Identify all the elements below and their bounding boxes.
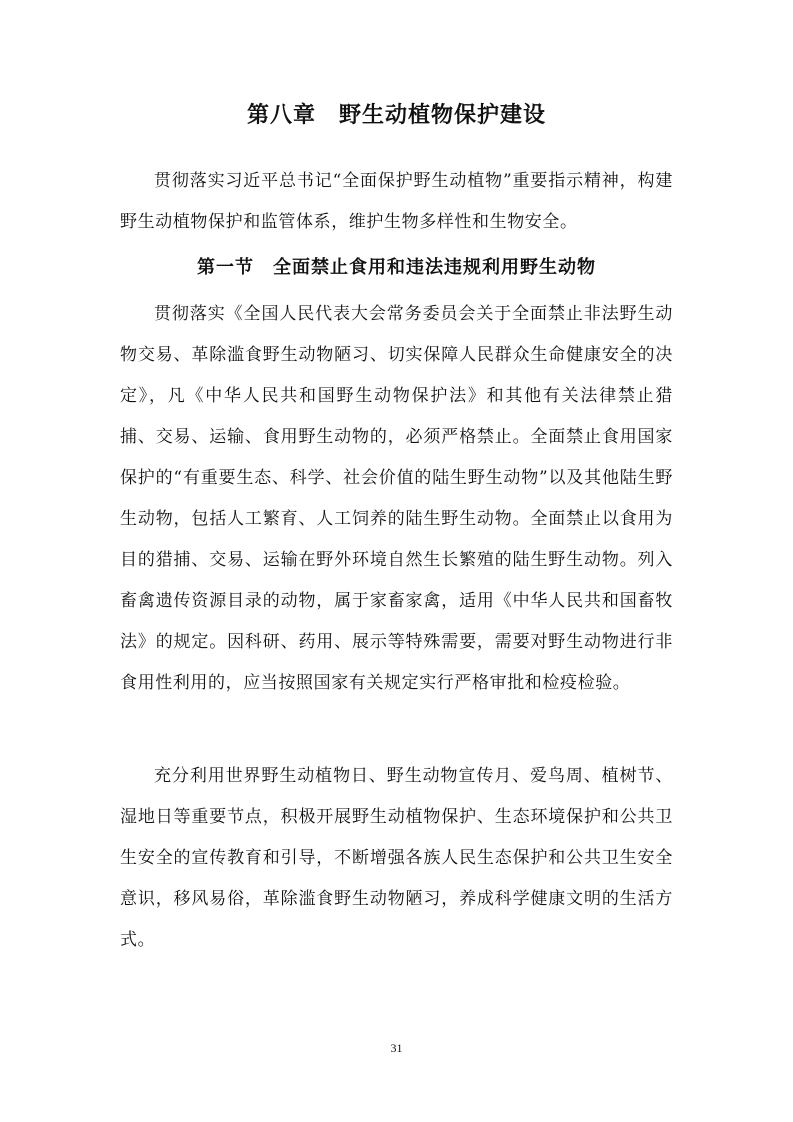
section-title: 第一节 全面禁止食用和违法违规利用野生动物 [197, 257, 596, 278]
page-number: 31 [390, 1041, 403, 1055]
body-paragraph: 贯彻落实《全国人民代表大会常务委员会关于全面禁止非法野生动物交易、革除滥食野生动物陋习、切实保障人民群众生命健康安全的决定》，凡《中华人民共和国野生动物保护法》和其他有关法律禁止猎捕、交易、运输、食用野生动物的，必须严格禁止。全面禁止食用国家保护的“有重要生态、科学、社会价值的陆生野生动物”以及其他陆生野生动物，包括人工繁育、人工饲养的陆生野生动物。全面禁止以食用为目的猎捕、交易、运输在野外环境自然生长繁殖的陆生野生动物。列入畜禽遗传资源目录的动物，属于家畜家禽，适用《中华人民共和国畜牧法》的规定。因科研、药用、展示等特殊需要，需要对野生动物进行非食用性利用的，应当按照国家有关规定实行严格审批和检疫检验。 [120, 304, 673, 693]
chapter-title: 第八章 野生动植物保护建设 [246, 103, 546, 128]
body-paragraph: 充分利用世界野生动植物日、野生动物宣传月、爱鸟周、植树节、湿地日等重要节点，积极开展野生动植物保护、生态环境保护和公共卫生安全的宣传教育和引导，不断增强各族人民生态保护和公共卫生安全意识，移风易俗，革除滥食野生动物陋习，养成科学健康文明的生活方式。 [120, 766, 673, 950]
intro-paragraph: 贯彻落实习近平总书记“全面保护野生动植物”重要指示精神，构建野生动植物保护和监管体系，维护生物多样性和生物安全。 [120, 171, 673, 232]
